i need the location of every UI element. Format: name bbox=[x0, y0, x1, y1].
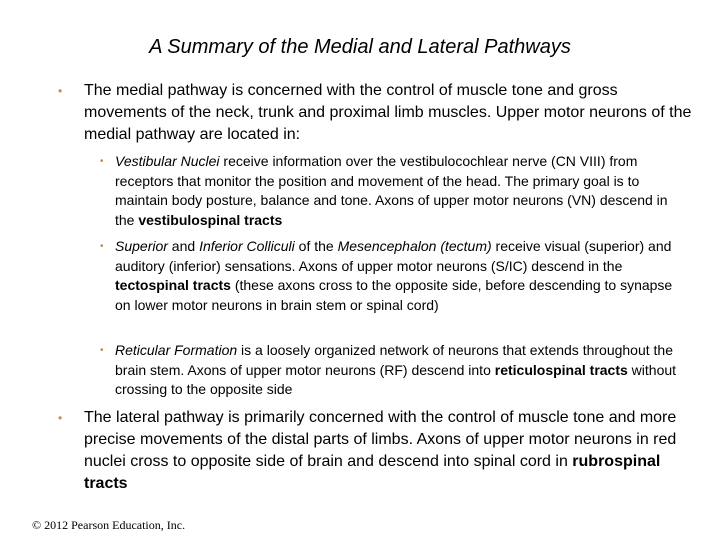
term-reticular-formation: Reticular Formation bbox=[115, 342, 238, 358]
copyright-footer: © 2012 Pearson Education, Inc. bbox=[32, 518, 186, 532]
term-vestibulospinal: vestibulospinal tracts bbox=[138, 211, 283, 228]
bullet-text: The medial pathway is concerned with the control of muscle tone and gross movements of the neck, trunk and proximal limb muscles. Upper motor neurons of the medial pathway are located in: bbox=[84, 82, 692, 143]
subbullet-marker: • bbox=[100, 156, 104, 167]
term-mesencephalon: Mesencephalon (tectum) bbox=[337, 238, 492, 254]
subbullet-marker: • bbox=[100, 241, 104, 252]
bullet-marker: • bbox=[58, 84, 63, 98]
subbullet-colliculi bbox=[100, 237, 690, 315]
subbullet-text: is a loosely organized network of neurons that extends throughout the brain stem. Axons of upper motor neurons (RF) descend into bbox=[115, 342, 673, 378]
subbullet-text-2: without crossing to the opposite side bbox=[115, 361, 677, 397]
term-rubrospinal: rubrospinal tracts bbox=[84, 453, 661, 492]
term-reticulospinal: reticulospinal tracts bbox=[494, 361, 628, 378]
bullet-lateral-pathway bbox=[58, 407, 694, 495]
subbullet-text-2: (these axons cross to the opposite side, before descending to synapse on lower motor neurons in brain stem or spinal cord) bbox=[115, 277, 673, 313]
subbullet-text: receive information over the vestibulocochlear nerve (CN VIII) from receptors that monitor the position and movement of the head. The primary goal is to maintain body posture, balance and tone. Axons of upper motor neurons (VN) descend in the bbox=[115, 153, 668, 228]
slide-title: A Summary of the Medial and Lateral Pathways bbox=[149, 36, 571, 58]
text-of: of the bbox=[294, 238, 338, 254]
text-and: and bbox=[167, 238, 200, 254]
term-inferior-colliculi: Inferior Colliculi bbox=[199, 238, 295, 254]
subbullet-vestibular bbox=[100, 152, 690, 230]
term-tectospinal: tectospinal tracts bbox=[115, 277, 231, 293]
subbullet-marker: • bbox=[100, 345, 104, 356]
subbullet-text: receive visual (superior) and auditory (inferior) sensations. Axons of upper motor neurons (S/IC) descend in the bbox=[115, 238, 672, 274]
bullet-text: The lateral pathway is primarily concerned with the control of muscle tone and more precise movements of the distal parts of limbs. Axons of upper motor neurons in red nuclei cross to opposite side of brain and descend into spinal cord in bbox=[84, 409, 677, 470]
term-vestibular-nuclei: Vestibular Nuclei bbox=[115, 153, 220, 169]
bullet-marker: • bbox=[58, 411, 63, 425]
term-superior: Superior bbox=[115, 238, 168, 254]
subbullet-reticular bbox=[100, 341, 690, 400]
bullet-medial-pathway bbox=[58, 80, 694, 146]
